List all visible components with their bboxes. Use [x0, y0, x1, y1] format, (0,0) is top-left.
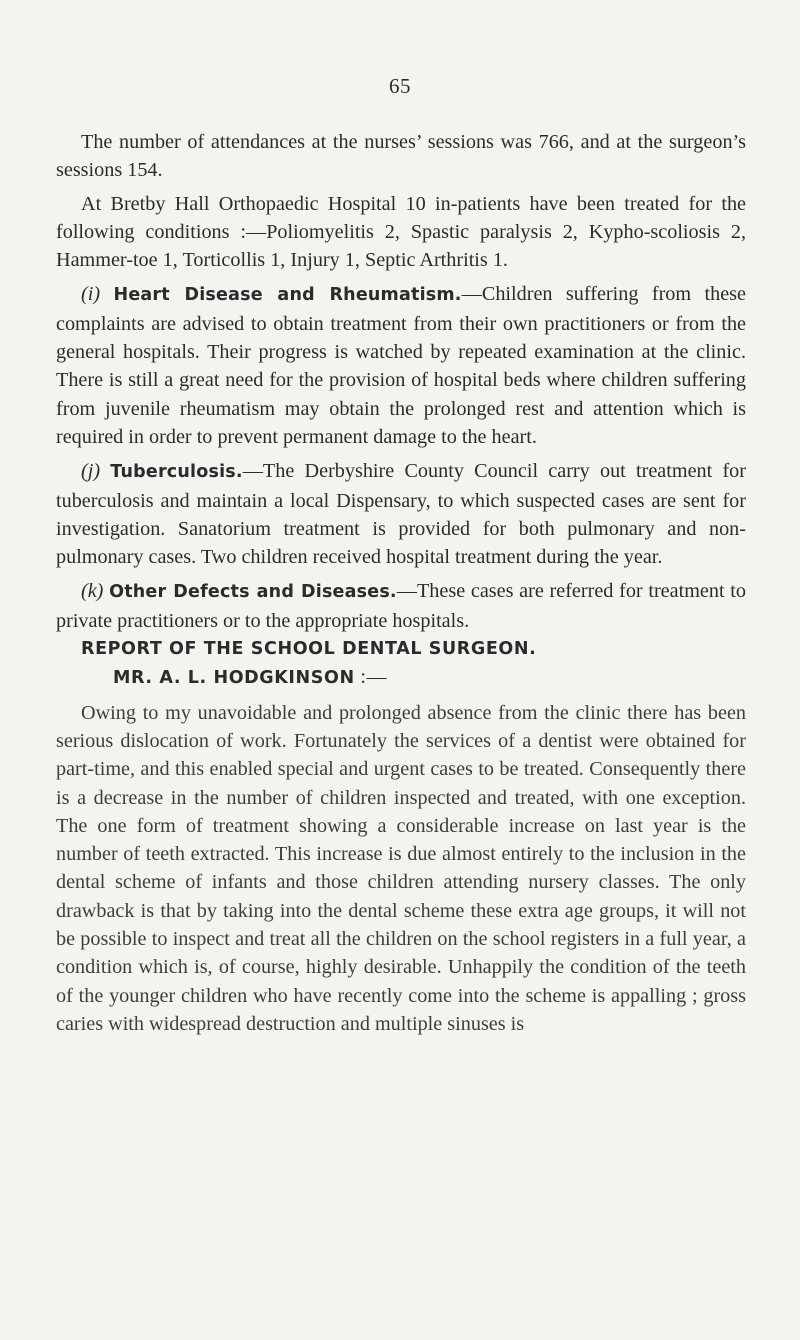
- author-name: MR. A. L. HODGKINSON: [113, 668, 355, 689]
- page-body: [56, 128, 746, 1038]
- section-body: —The Derbyshire County Council carry out treatment for tuberculosis and maintain a local Dispensary, to which suspected cases are sent for investigation. Sanatorium treatment is provided for both pulmonary and non-pulmonary cases. Two children received hospital treatment during the year.: [56, 460, 747, 569]
- section-letter: (k): [81, 580, 104, 603]
- section-letter: (i): [81, 283, 101, 306]
- section-heart-disease: [56, 280, 746, 451]
- section-body: —Children suffering from these complaints are advised to obtain treatment from their own practitioners or from the general hospitals. Their progress is watched by repeated examination at the clinic. There is still a great need for the provision of hospital beds where children suffering from juvenile rheumatism may obtain the prolonged rest and attention which is required in order to prevent permanent damage to the heart.: [56, 283, 746, 448]
- section-other-defects: [56, 577, 746, 635]
- section-body: —These cases are referred for treatment to private practitioners or to the appropriate hospitals.: [56, 580, 746, 632]
- paragraph-attendances: The number of attendances at the nurses’ sessions was 766, and at the surgeon’s sessions 154.: [56, 131, 746, 182]
- section-heading: Tuberculosis.: [110, 462, 243, 483]
- section-letter: (j): [81, 460, 101, 483]
- dental-report-body: Owing to my unavoidable and prolonged absence from the clinic there has been serious dislocation of work. Fortunately the services of a dentist were obtained for part-time, and this enabled special and urgent cases to be treated. Consequently there is a decrease in the number of children inspected and treated, with one exception. The one form of treatment showing a considerable increase on last year is the number of teeth extracted. This increase is due almost entirely to the inclusion in the dental scheme of infants and those children attending nursery classes. The only drawback is that by taking into the dental scheme these extra age groups, it will not be possible to inspect and treat all the children on the school registers in a full year, a condition which is, of course, highly desirable. Unhappily the condition of the teeth of the younger children who have recently come into the scheme is appalling ; gross caries with widespread destruction and multiple sinuses is: [56, 701, 746, 1035]
- dental-report-title: REPORT OF THE SCHOOL DENTAL SURGEON.: [81, 639, 537, 660]
- page-number: 65: [389, 74, 411, 98]
- section-heading: Other Defects and Diseases.: [109, 582, 397, 603]
- section-tuberculosis: [56, 457, 746, 571]
- section-heading: Heart Disease and Rheumatism.: [113, 285, 462, 306]
- dental-report-author: [56, 663, 746, 692]
- author-suffix: :—: [354, 666, 388, 689]
- paragraph-bretby-hall: At Bretby Hall Orthopaedic Hospital 10 in-patients have been treated for the following conditions :—Poliomyelitis 2, Spastic paralysis 2, Kypho-scoliosis 2, Hammer-toe 1, Torticollis 1, Injury 1, Septic Arthritis 1.: [56, 192, 746, 272]
